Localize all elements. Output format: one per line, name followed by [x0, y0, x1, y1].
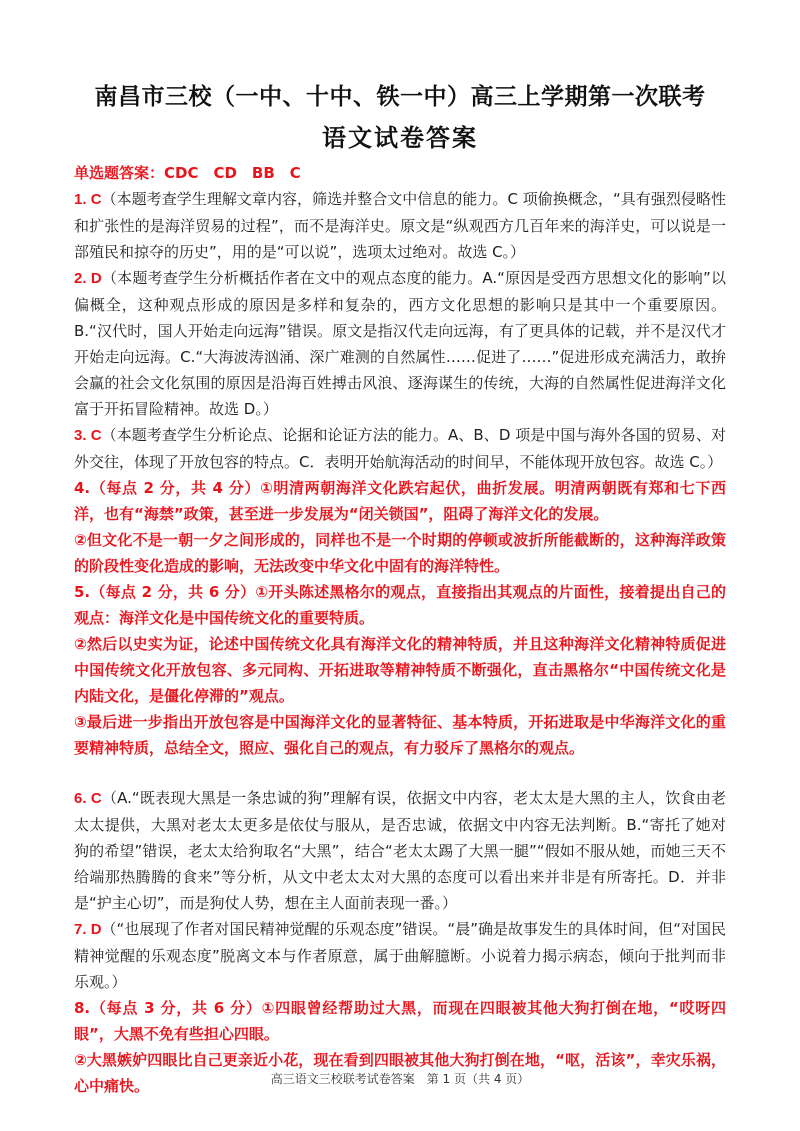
answer-3	[74, 422, 726, 475]
answer-8-point-2: ②大黑嫉妒四眼比自己更亲近小花，现在看到四眼被其他大狗打倒在地，“呕，活该”，幸灾乐祸，心中痛快。	[74, 1051, 726, 1095]
single-choice-summary: 单选题答案：CDC CD BB C	[74, 164, 301, 182]
answer-7-text: （“也展现了作者对国民精神觉醒的乐观态度”错误。“晨”确是故事发生的具体时间，但“对国民精神觉醒的乐观态度”脱离文本与作者原意，属于曲解臆断。小说着力揭示病态，倾向于批判而非乐观。）	[74, 920, 727, 991]
page-subtitle: 语文试卷答案	[322, 124, 478, 152]
section-gap	[74, 761, 726, 785]
answer-7-number: 7. D	[74, 921, 102, 938]
answer-6-text: （A.“既表现大黑是一条忠诚的狗”理解有误，依据文中内容，老太太是大黑的主人，饮食由老太太提供，大黑对老太太更多是依仗与服从，是否忠诚，依据文中内容无法判断。B.“寄托了她对狗的希望”错误，老太太给狗取名“大黑”，结合“老太太踢了大黑一腿”“假如不服从她，而她三天不给端那热腾腾的食来”等分析，从文中老太太对大黑的态度可以看出来并非是有所寄托。D．并非是“护主心切”，而是狗仗人势，想在主人面前表现一番。）	[74, 789, 726, 912]
answer-2-text: （本题考查学生分析概括作者在文中的观点态度的能力。A.“原因是受西方思想文化的影响”以偏概全，这种观点形成的原因是多样和复杂的，西方文化思想的影响只是其中一个重要原因。B.“汉代时，国人开始走向远海”错误。原文是指汉代走向远海，有了更具体的记载，并不是汉代才开始走向远海。C.“大海波涛汹涌、深广难测的自然属性……促进了……”促进形成充满活力，敢拚会赢的社会文化氛围的原因是沿海百姓搏击风浪、逐海谋生的传统，大海的自然属性促进海洋文化富于开拓冒险精神。故选 D。）	[74, 269, 726, 418]
answer-6-number: 6. C	[74, 790, 102, 807]
answer-4-point-2: ②但文化不是一朝一夕之间形成的，同样也不是一个时期的停顿或波折所能截断的，这种海洋政策的阶段性变化造成的影响，无法改变中华文化中固有的海洋特性。	[74, 531, 726, 575]
answer-2-number: 2. D	[74, 270, 102, 287]
answer-4-point-1: 4.（每点 2 分，共 4 分）①明清两朝海洋文化跌宕起伏，曲折发展。明清两朝既有郑和七下西洋，也有“海禁”政策，甚至进一步发展为“闭关锁国”，阻碍了海洋文化的发展。	[74, 479, 726, 523]
answer-2	[74, 265, 726, 422]
answer-5-point-1: 5.（每点 2 分，共 6 分）①开头陈述黑格尔的观点，直接指出其观点的片面性，接着提出自己的观点：海洋文化是中国传统文化的重要特质。	[74, 583, 726, 627]
answer-7	[74, 916, 726, 995]
answer-3-number: 3. C	[74, 427, 102, 444]
answer-5-point-2: ②然后以史实为证，论述中国传统文化具有海洋文化的精神特质，并且这种海洋文化精神特质促进中国传统文化开放包容、多元同构、开拓进取等精神特质不断强化，直击黑格尔“中国传统文化是内陆文化，是僵化停滞的”观点。	[74, 635, 726, 705]
answer-1-text: （本题考查学生理解文章内容，筛选并整合文中信息的能力。C 项偷换概念，“具有强烈侵略性和扩张性的是海洋贸易的过程”，而不是海洋史。原文是“纵观西方几百年来的海洋史，可以说是一部殖民和掠夺的历史”，用的是“可以说”，选项太过绝对。故选 C。）	[74, 190, 726, 261]
answer-3-text: （本题考查学生分析论点、论据和论证方法的能力。A、B、D 项是中国与海外各国的贸易、对外交往，体现了开放包容的特点。C．表明开始航海活动的时间早，不能体现开放包容。故选 C。）	[74, 426, 727, 471]
answer-5-point-3: ③最后进一步指出开放包容是中国海洋文化的显著特征、基本特质，开拓进取是中华海洋文化的重要精神特质，总结全文，照应、强化自己的观点，有力驳斥了黑格尔的观点。	[74, 713, 726, 757]
answer-content	[74, 160, 726, 1099]
answer-1-number: 1. C	[74, 191, 102, 208]
page-title: 南昌市三校（一中、十中、铁一中）高三上学期第一次联考	[94, 84, 706, 110]
answer-6	[74, 785, 726, 916]
answer-1	[74, 186, 726, 265]
answer-8-point-1: 8.（每点 3 分，共 6 分）①四眼曾经帮助过大黑，而现在四眼被其他大狗打倒在地，“哎呀四眼”，大黑不免有些担心四眼。	[74, 999, 726, 1043]
page-footer: 高三语文三校联考试卷答案 第 1 页（共 4 页）	[270, 1072, 530, 1086]
